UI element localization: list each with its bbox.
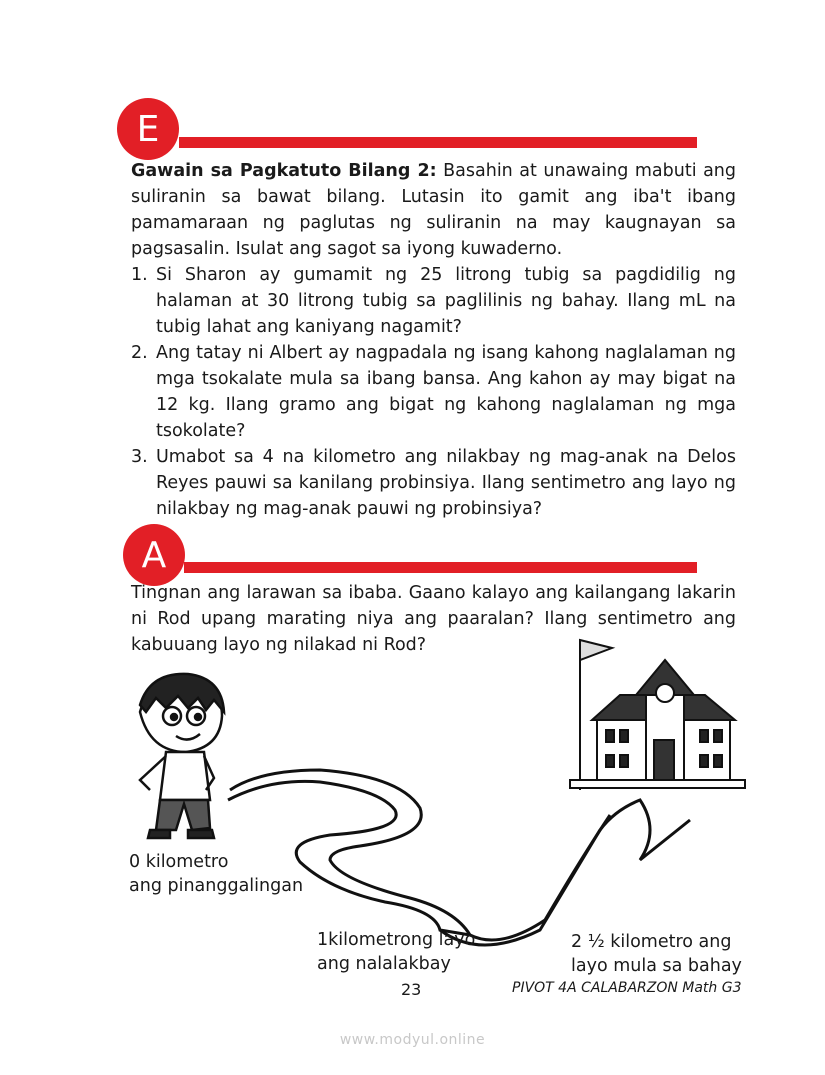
middle-label: 1kilometrong layo ang nalalakbay [317,930,476,974]
end-label: 2 ½ kilometro ang layo mula sa bahay [571,932,742,976]
section-a-text: Tingnan ang larawan sa ibaba. Gaano kalayo ang kailangang lakarin ni Rod upang marating niya ang paaralan? Ilang sentimetro ang kabuuang layo ng nilakad ni Rod? [131,583,736,655]
page-number: 23 [401,980,422,999]
start-label: 0 kilometro ang pinanggalingan [129,852,304,896]
section-e-letter: E [136,108,160,150]
list-item: 2. Ang tatay ni Albert ay nagpadala ng isang kahong naglalaman ng mga tsokalate mula sa ibang bansa. Ang kahon ay may bigat na 12 kg. Ilang gramo ang bigat ng kahong naglalaman ng mga tsokolate? [131,343,736,441]
publisher-footer: PIVOT 4A CALABARZON Math G3 [512,980,742,996]
instructions-text: Basahin at unawaing mabuti ang suliranin sa bawat bilang. Lutasin ito gamit ang iba't ibang pamamaraan ng paglutas ng suliranin na may kaugnayan sa pagsasalin. Isulat ang sagot sa iyong kuwaderno. [131,161,737,259]
school-illustration [570,640,745,790]
watermark-text: www.modyul.online [339,1032,486,1048]
boy-illustration [140,674,224,838]
activity-title: Gawain sa Pagkatuto Bilang 2: [131,161,437,181]
list-item: 3. Umabot sa 4 na kilometro ang nilakbay ng mag-anak na Delos Reyes pauwi sa kanilang probinsiya. Ilang sentimetro ang layo ng nilakbay ng mag-anak pauwi ng probinsiya? [131,447,736,519]
list-item: 1. Si Sharon ay gumamit ng 25 litrong tubig sa pagdidilig ng halaman at 30 litrong tubig sa paglilinis ng bahay. Ilang mL na tubig lahat ang kaniyang nagamit? [131,265,736,337]
section-a-letter: A [141,534,167,576]
